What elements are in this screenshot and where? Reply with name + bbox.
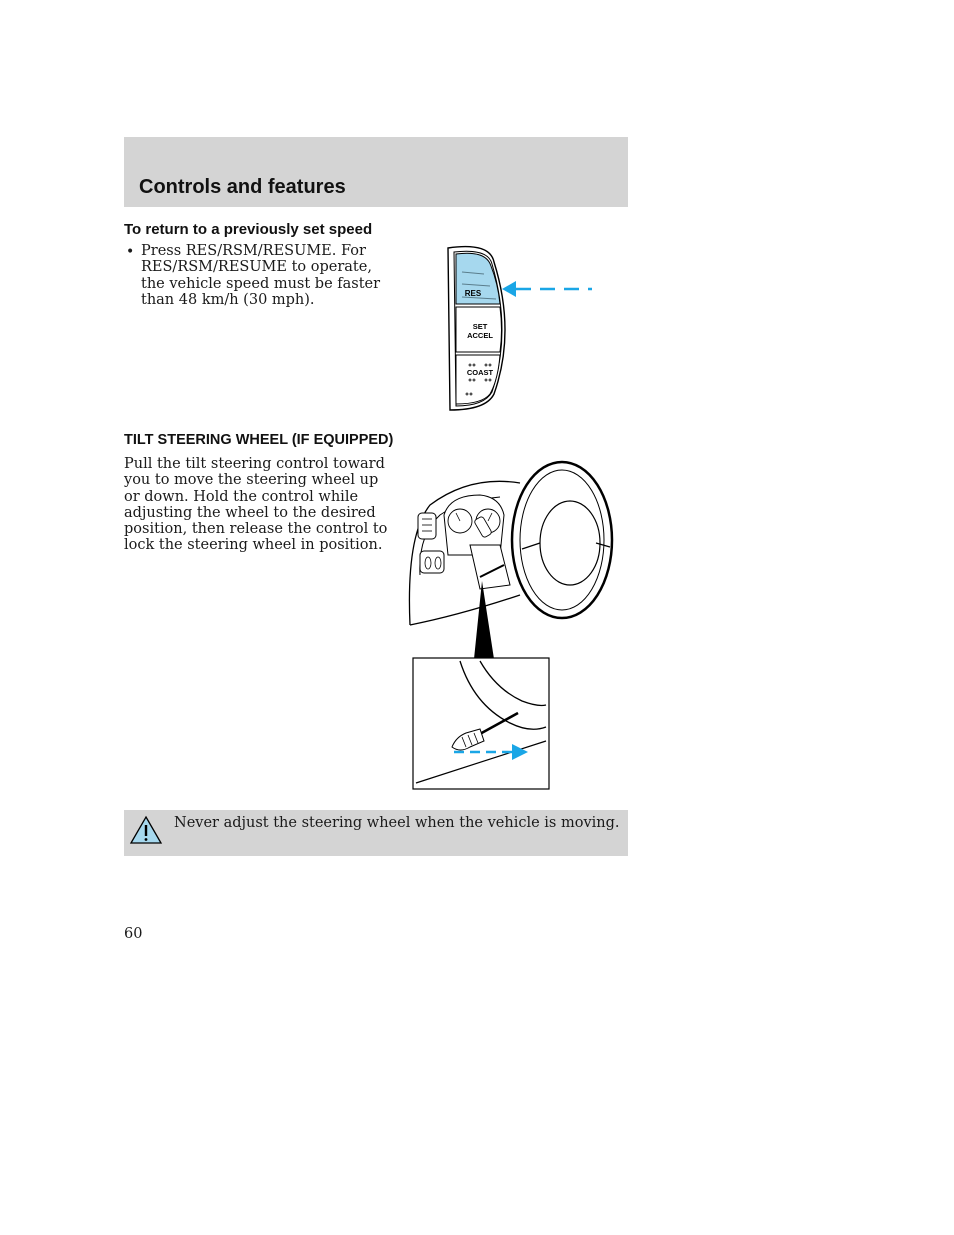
steering-wheel-hub	[540, 501, 600, 585]
tilt-line: Pull the tilt steering control toward	[124, 456, 385, 472]
section-heading-resume: To return to a previously set speed	[124, 221, 373, 238]
res-label: RES	[464, 289, 482, 298]
tilt-line: lock the steering wheel in position.	[124, 537, 383, 554]
dashboard-lower-edge	[410, 595, 520, 625]
tilt-line: you to move the steering wheel up	[124, 472, 379, 489]
set-label: SET	[472, 322, 488, 331]
warning-triangle-icon	[129, 815, 163, 845]
steering-wheel-illustration	[400, 455, 620, 795]
coast-label: COAST	[466, 368, 494, 377]
tilt-line: adjusting the wheel to the desired	[124, 504, 376, 521]
warning-text: Never adjust the steering wheel when the vehicle is moving.	[174, 815, 620, 831]
headlamp-switch	[420, 551, 444, 573]
detail-inset	[413, 658, 549, 789]
coast-button	[456, 355, 500, 404]
section-heading-tilt: TILT STEERING WHEEL (IF EQUIPPED)	[124, 432, 394, 448]
resume-line: the vehicle speed must be faster	[141, 275, 381, 292]
page-number: 60	[124, 926, 143, 942]
vent	[418, 513, 436, 539]
tilt-line: position, then release the control to	[124, 521, 388, 538]
resume-instructions	[141, 243, 380, 308]
bullet-marker: •	[126, 244, 135, 260]
tilt-instructions	[124, 456, 387, 554]
resume-line: RES/RSM/RESUME to operate,	[141, 259, 372, 276]
steering-column	[470, 545, 510, 589]
spoke	[522, 543, 540, 549]
cruise-control-illustration	[440, 242, 600, 414]
accel-label: ACCEL	[467, 331, 493, 340]
res-pointer-arrow	[502, 281, 592, 297]
tilt-line: or down. Hold the control while	[124, 488, 359, 505]
resume-line: Press RES/RSM/RESUME. For	[141, 243, 366, 259]
page-title: Controls and features	[139, 176, 346, 198]
detail-pointer	[474, 581, 494, 659]
resume-line: than 48 km/h (30 mph).	[141, 291, 315, 308]
